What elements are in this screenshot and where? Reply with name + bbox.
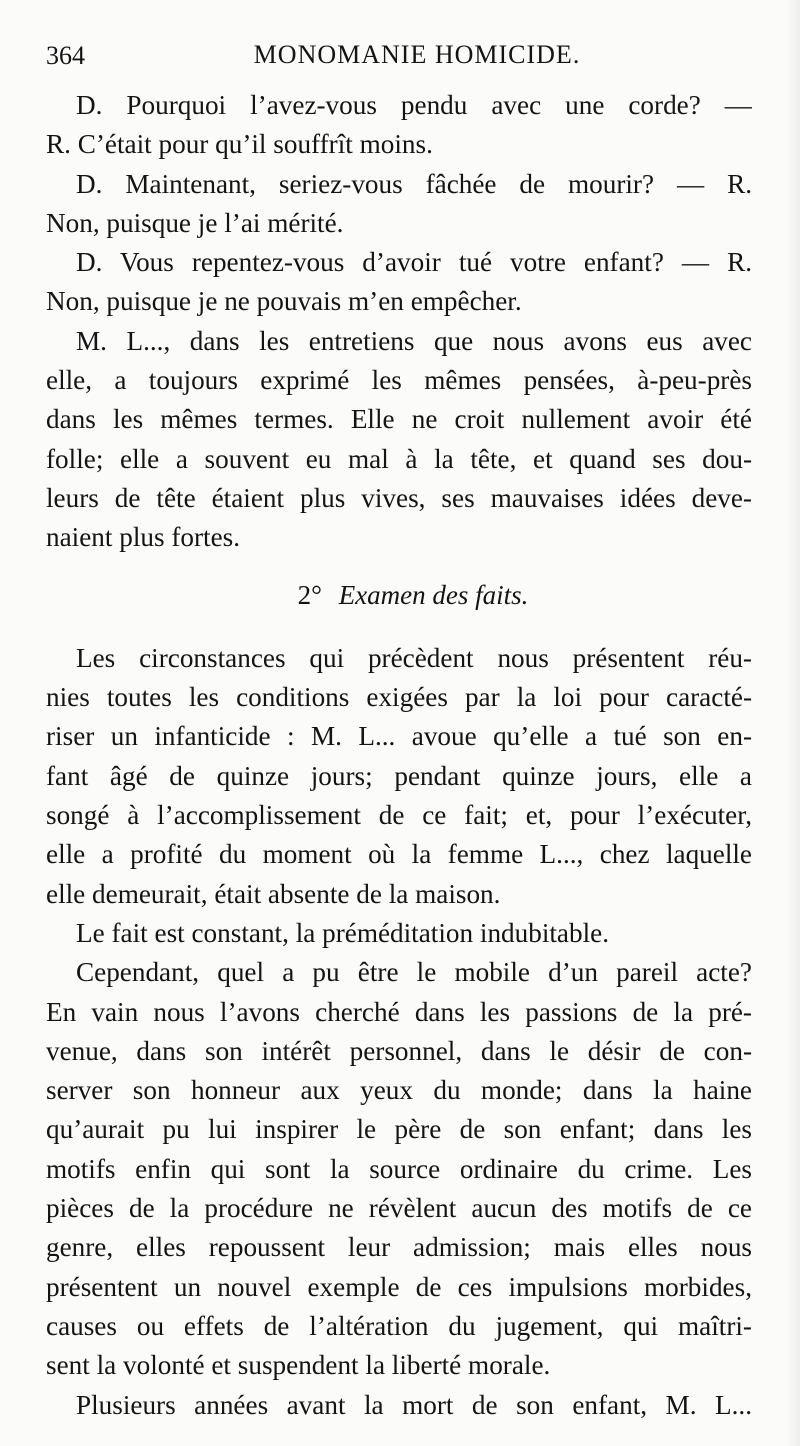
text-line: elle a profité du moment où la femme L..., chez laquelle bbox=[46, 839, 752, 870]
text-line: Le fait est constant, la préméditation indubitable. bbox=[76, 917, 610, 948]
section-title: Examen des faits. bbox=[338, 579, 529, 610]
text-line: Non, puisque je l’ai mérité. bbox=[46, 207, 344, 238]
text-line: riser un infanticide : M. L... avoue qu’elle a tué son en- bbox=[46, 721, 752, 752]
running-title: MONOMANIE HOMICIDE. bbox=[253, 40, 581, 69]
page-body bbox=[46, 86, 752, 1425]
text-line: venue, dans son intérêt personnel, dans le désir de con- bbox=[46, 1035, 752, 1066]
text-line: R. C’était pour qu’il souffrît moins. bbox=[46, 129, 433, 160]
text-line: sent la volonté et suspendent la liberté morale. bbox=[46, 1350, 551, 1381]
text-line: D. Maintenant, seriez-vous fâchée de mourir? — R. bbox=[76, 168, 752, 199]
text-line: genre, elles repoussent leur admission; mais elles nous bbox=[46, 1232, 752, 1263]
text-line: motifs enfin qui sont la source ordinaire du crime. Les bbox=[46, 1153, 752, 1184]
text-line: D. Pourquoi l’avez-vous pendu avec une corde? — bbox=[76, 90, 752, 120]
section-number: 2° bbox=[297, 579, 322, 610]
text-line: server son honneur aux yeux du monde; dans la haine bbox=[46, 1075, 752, 1106]
text-line: nies toutes les conditions exigées par la loi pour caracté- bbox=[46, 682, 752, 713]
text-line: causes ou effets de l’altération du jugement, qui maîtri- bbox=[46, 1310, 752, 1341]
text-line: En vain nous l’avons cherché dans les passions de la pré- bbox=[46, 996, 752, 1027]
text-line: présentent un nouvel exemple de ces impulsions morbides, bbox=[46, 1271, 752, 1302]
text-line: Cependant, quel a pu être le mobile d’un pareil acte? bbox=[76, 957, 752, 988]
text-line: M. L..., dans les entretiens que nous avons eus avec bbox=[76, 325, 752, 356]
text-line: fant âgé de quinze jours; pendant quinze jours, elle a bbox=[46, 760, 752, 791]
text-line: Les circonstances qui précèdent nous présentent réu- bbox=[76, 642, 752, 673]
text-line: D. Vous repentez-vous d’avoir tué votre enfant? — R. bbox=[76, 247, 752, 278]
text-line: elle demeurait, était absente de la maison. bbox=[46, 878, 501, 909]
page-number: 364 bbox=[46, 41, 85, 70]
text-line: dans les mêmes termes. Elle ne croit nullement avoir été bbox=[46, 404, 752, 435]
text-line: leurs de tête étaient plus vives, ses mauvaises idées deve- bbox=[46, 482, 752, 513]
text-line: pièces de la procédure ne révèlent aucun des motifs de ce bbox=[46, 1193, 752, 1224]
page-header bbox=[46, 36, 752, 76]
text-line: Non, puisque je ne pouvais m’en empêcher. bbox=[46, 286, 522, 317]
section-heading bbox=[46, 576, 752, 615]
text-line: Plusieurs années avant la mort de son enfant, M. L... bbox=[76, 1389, 752, 1420]
text-line: folle; elle a souvent eu mal à la tête, et quand ses dou- bbox=[46, 443, 752, 474]
text-line: songé à l’accomplissement de ce fait; et, pour l’exécuter, bbox=[46, 800, 752, 831]
text-line: elle, a toujours exprimé les mêmes pensées, à-peu-près bbox=[46, 365, 752, 396]
text-line: naient plus fortes. bbox=[46, 522, 241, 553]
text-line: qu’aurait pu lui inspirer le père de son enfant; dans les bbox=[46, 1114, 752, 1145]
page-edge-shadow bbox=[786, 0, 800, 1446]
